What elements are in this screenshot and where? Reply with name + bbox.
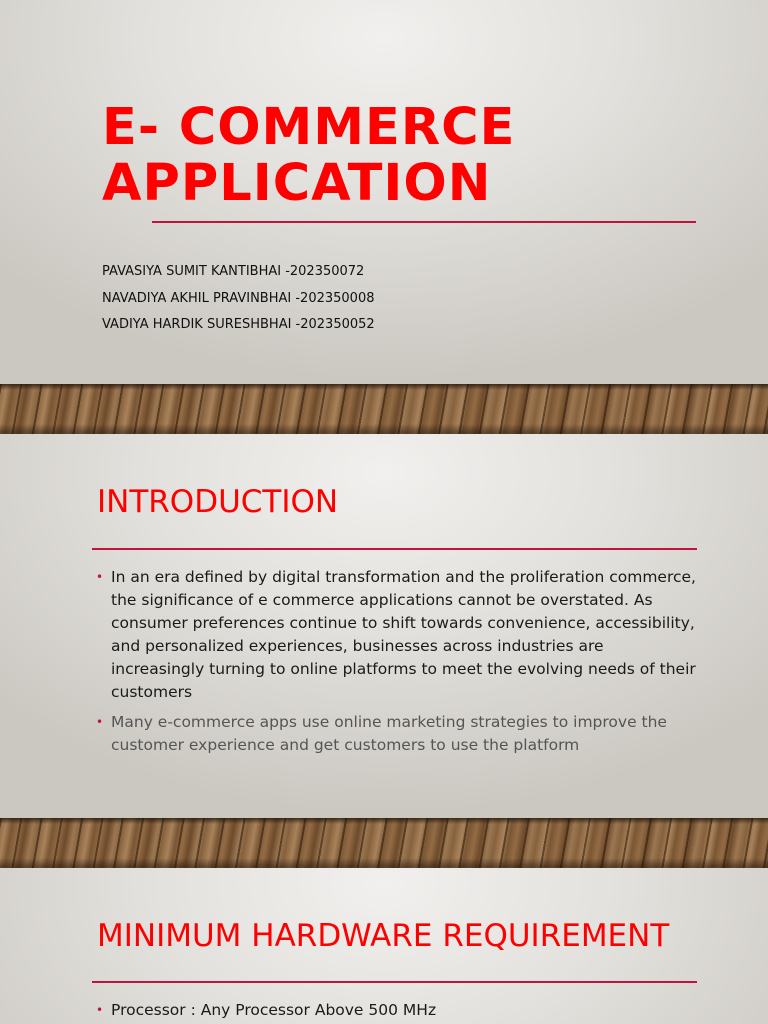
introduction-slide bbox=[0, 434, 768, 818]
bullet-item bbox=[96, 566, 696, 704]
hardware-requirement-slide bbox=[0, 868, 768, 1024]
introduction-underline bbox=[92, 548, 697, 550]
title-line-2: APPLICATION bbox=[102, 154, 492, 213]
title-slide bbox=[0, 0, 768, 384]
bullet-marker: • bbox=[96, 1003, 104, 1017]
bullet-item bbox=[96, 711, 696, 757]
introduction-bullets bbox=[96, 566, 696, 764]
introduction-heading: INTRODUCTION bbox=[97, 484, 339, 520]
hardware-heading: MINIMUM HARDWARE REQUIREMENT bbox=[97, 918, 670, 954]
title-line-1: E- COMMERCE bbox=[102, 98, 516, 157]
bullet-item bbox=[96, 999, 696, 1022]
bullet-text: Processor : Any Processor Above 500 MHz bbox=[111, 1001, 437, 1019]
wood-floor-divider bbox=[0, 384, 768, 434]
bullet-text: Many e-commerce apps use online marketing strategies to improve the customer experience and get customers to use the platform bbox=[111, 713, 667, 754]
title-underline bbox=[152, 221, 696, 223]
author-item: NAVADIYA AKHIL PRAVINBHAI -202350008 bbox=[102, 290, 375, 306]
bullet-text: In an era defined by digital transformation and the proliferation commerce, the significance of e commerce applications cannot be overstated. As consumer preferences continue to shift towards convenience, accessibility, and personalized experiences, businesses across industries are increasingly turning to online platforms to meet the evolving needs of their customers bbox=[111, 568, 696, 701]
wood-floor-divider bbox=[0, 818, 768, 868]
bullet-marker: • bbox=[96, 715, 104, 729]
bullet-marker: • bbox=[96, 570, 104, 584]
presentation-title bbox=[102, 100, 722, 212]
author-list bbox=[102, 259, 375, 339]
author-item: PAVASIYA SUMIT KANTIBHAI -202350072 bbox=[102, 264, 365, 279]
hardware-underline bbox=[92, 981, 697, 983]
hardware-bullets bbox=[96, 999, 696, 1024]
author-item: VADIYA HARDIK SURESHBHAI -202350052 bbox=[102, 317, 375, 332]
